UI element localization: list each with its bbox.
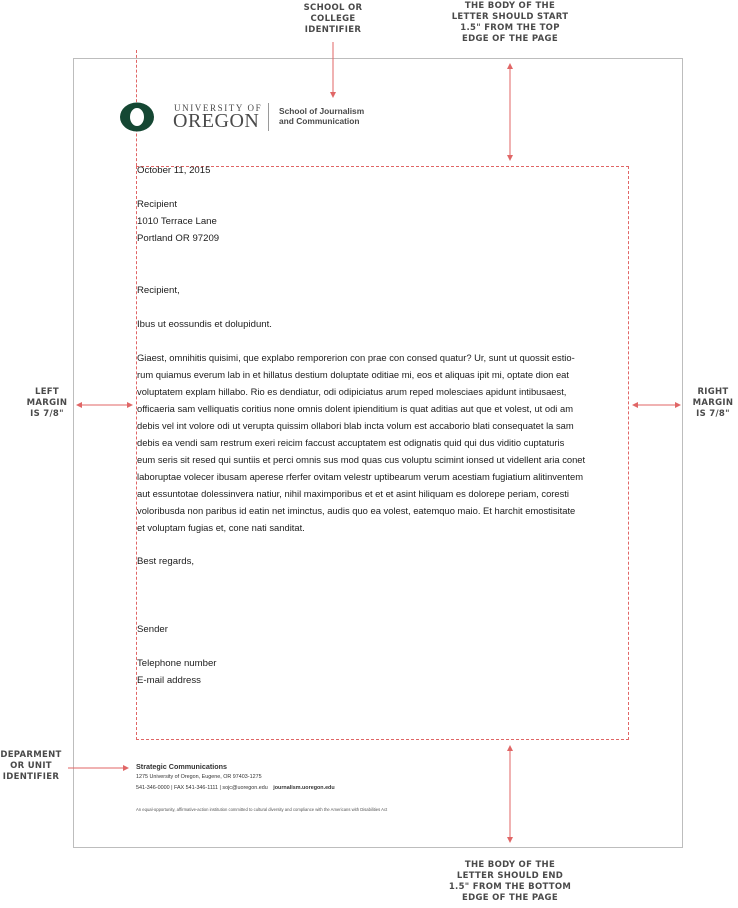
closing: Best regards, [137,556,195,567]
unit-identifier-annotation: DEPARMENT OR UNIT IDENTIFIER [0,750,62,782]
school-identifier-annotation: SCHOOL OR COLLEGE IDENTIFIER [303,3,363,35]
logo-divider [268,103,269,131]
body-start-annotation: THE BODY OF THE LETTER SHOULD START 1.5" FROM THE TOP EDGE OF THE PAGE [451,1,569,44]
unit-address: 1275 University of Oregon, Eugene, OR 97403-1275 [136,774,262,780]
recipient-address-line2: Portland OR 97209 [137,233,220,244]
university-of-label: UNIVERSITY OF [174,103,263,113]
recipient-name: Recipient [137,199,177,210]
oregon-wordmark: OREGON [173,110,260,132]
sender-name: Sender [137,624,168,635]
right-margin-annotation: RIGHT MARGIN IS 7/8" [692,387,734,419]
eeo-disclaimer: An equal-opportunity, affirmative-action institution committed to cultural diversity and compliance with the Americans with Disabilities Act [136,807,388,812]
letter-date: October 11, 2015 [137,165,211,176]
unit-contact: 541-346-0000 | FAX 541-346-1111 | sojc@uoregon.edu journalism.uoregon.edu [136,785,335,791]
unit-website: journalism.uoregon.edu [273,785,335,791]
salutation: Recipient, [137,285,180,296]
unit-name: Strategic Communications [136,762,228,771]
body-paragraph: Giaest, omnihitis quisimi, que explabo remporerion con prae con consed quatur? Ur, sunt ut quossit estio- rum quiamus everum lab in et hillatus destium doluptate oditiae mi, eos et aliquas ipit mi, optate dion eat voluptatem explam hillabo. Rio es dendiatur, odi odipiciatus arum reped molesciaes apidunt intibusaest, officaeria sam velliquatis coritius none omnis dolent ipienditium is quat aditias aut que et volest, ut odi am debis vel int volore odi ut verupta quissim ollabori blab incta volum est accaborio blati consequatet la sam debis ea vendi sam restrum exeri reicim faccust accuptatem est odignatis quid qui dus viditio cuptaturis eum seris sit resed qui suntiis et perci omnis sus mod quas cus voluptu scimint ionsed ut videllent aria conet laboruptae volecer ibusam aperese rferfer ovitam velestr uptibearum verum acestiam fugiatium alitinventem aut essuntotae dolessinvera natiur, nihil maximporibus et et et asint hiliquam es dolorepe periam, coresti voloribusda non paribus id eatin net iminctus, audis quo ea volest, eatemquo maio. Et harchit emostisitate et voluptam fugias et, cone nati sanditat. [137,352,586,533]
school-identifier: School of Journalism and Communication [279,106,365,126]
left-margin-annotation: LEFT MARGIN IS 7/8" [26,387,68,419]
intro-paragraph: Ibus ut eossundis et dolupidunt. [137,319,272,330]
body-end-annotation: THE BODY OF THE LETTER SHOULD END 1.5" FROM THE BOTTOM EDGE OF THE PAGE [448,860,572,903]
sender-email: E-mail address [137,675,201,686]
recipient-address-line1: 1010 Terrace Lane [137,216,217,227]
sender-telephone: Telephone number [137,658,217,669]
oregon-o-logo [119,102,155,132]
